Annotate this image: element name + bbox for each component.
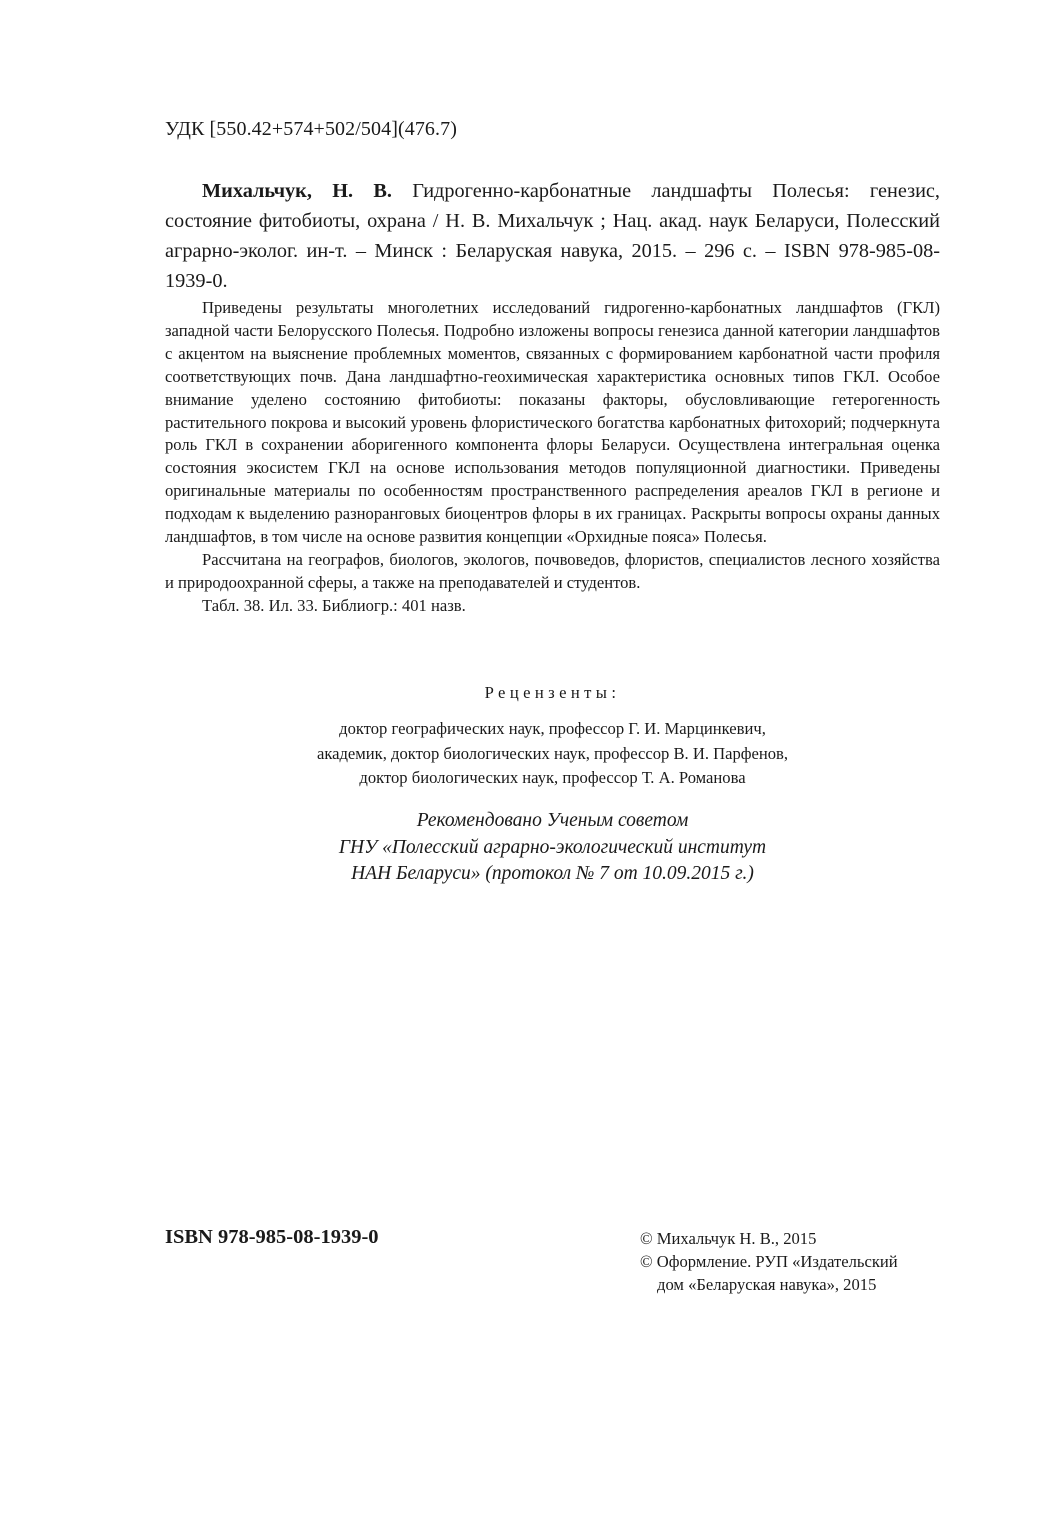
reviewer-item: доктор биологических наук, профессор Т. А. Романова (359, 768, 746, 787)
reviewer-item: академик, доктор биологических наук, профессор В. И. Парфенов, (316, 743, 789, 763)
audience-paragraph: Рассчитана на географов, биологов, экологов, почвоведов, флористов, специалистов лесного хозяйства и природоохранной сферы, а также на преподавателей и студентов. (165, 549, 940, 592)
recommendation-note (0, 808, 1058, 888)
copyright-author: © Михальчук Н. В., 2015 (640, 1229, 817, 1248)
author-name: Михальчук, Н. В. (202, 180, 392, 202)
copyright-design: © Оформление. РУП «Издательский (640, 1252, 898, 1271)
copyright-design-cont: дом «Беларуская навука», 2015 (657, 1275, 877, 1294)
copyright-block (640, 1227, 960, 1296)
recommendation-line: НАН Беларуси» (протокол № 7 от 10.09.2015 г.) (351, 863, 754, 884)
abstract-paragraph: Приведены результаты многолетних исследований гидрогенно-карбонатных ландшафтов (ГКЛ) западной части Белорусского Полесья. Подробно изложены вопросы генезиса данной категории ландшафтов с акцентом на выяснение проблемных моментов, связанных с формированием карбонатной части профиля соответствующих почв. Дана ландшафтно-геохимическая характеристика основных типов ГКЛ. Особое внимание уделено состоянию фитобиоты: показаны факторы, обусловливающие гетерогенность растительного покрова и высокий уровень флористического богатства карбонатных фитохорий; подчеркнута роль ГКЛ в сохранении аборигенного компонента флоры Беларуси. Осуществлена интегральная оценка состояния экосистем ГКЛ на основе использования методов популяционной диагностики. Приведены оригинальные материалы по особенностям пространственного распределения ареалов ГКЛ в регионе и подходам к выделению разноранговых биоцентров флоры в их границах. Раскрыты вопросы охраны данных ландшафтов, в том числе на основе развития концепции «Орхидные пояса» Полесья. (165, 298, 940, 547)
isbn-number: ISBN 978-985-08-1939-0 (165, 1226, 379, 1248)
bibliographic-rest: Гидрогенно-карбонатные ландшафты Полесья: генезис, состояние фитобиоты, охрана / Н. В. Михальчук ; Нац. акад. наук Беларуси, Полесский аграрно-эколог. ин-т. – Минск : Беларуская навука, 2015. – 296 с. – ISBN 978-985-08-1939-0. (165, 180, 941, 292)
abstract (165, 297, 940, 618)
bibliographic-description (165, 176, 940, 296)
stats-paragraph: Табл. 38. Ил. 33. Библиогр.: 401 назв. (202, 595, 466, 615)
udk-code: УДК [550.42+574+502/504](476.7) (165, 118, 457, 140)
recommendation-line: Рекомендовано Ученым советом (416, 810, 689, 831)
reviewers-heading: Рецензенты: (484, 683, 621, 702)
reviewers-list (0, 717, 1058, 791)
recommendation-line: ГНУ «Полесский аграрно-экологический институт (338, 836, 767, 858)
reviewer-item: доктор географических наук, профессор Г. И. Марцинкевич, (339, 719, 766, 738)
